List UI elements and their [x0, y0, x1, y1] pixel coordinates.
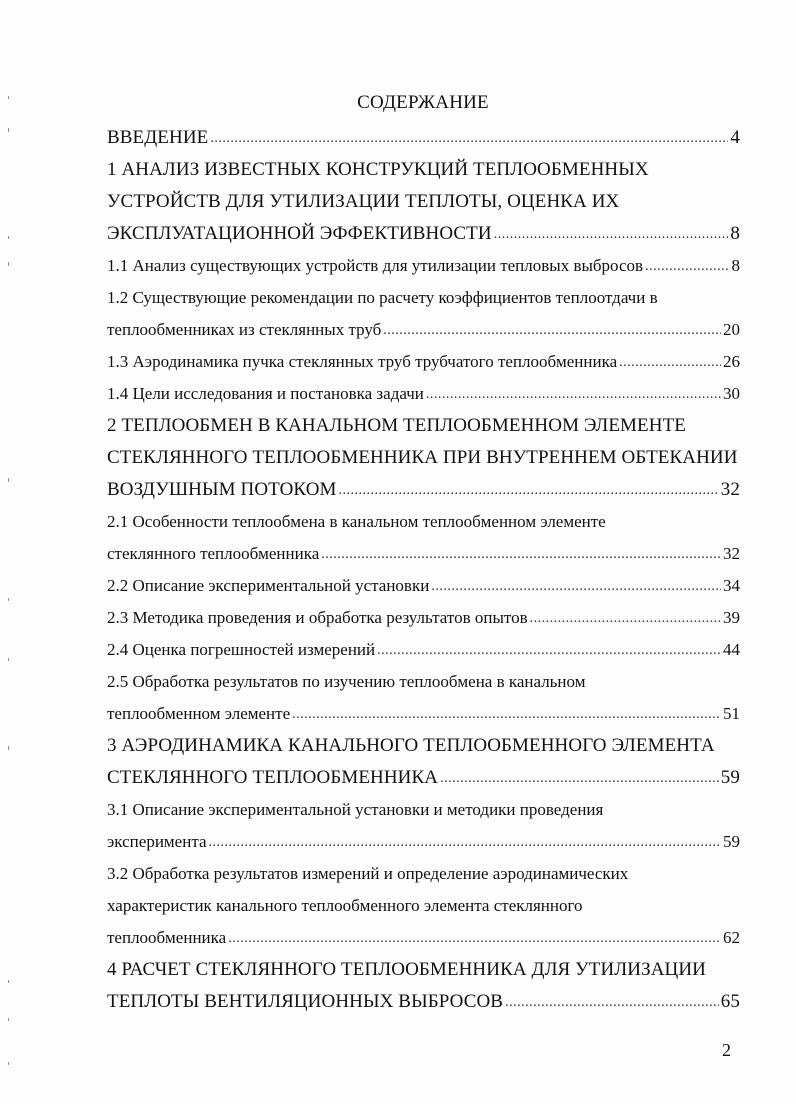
toc-entry-text: теплообменника [107, 928, 227, 947]
scan-speck [8, 96, 9, 99]
toc-line [107, 154, 740, 186]
toc-entry-text: 1.2 Существующие рекомендации по расчету коэффициентов теплоотдачи в [107, 288, 658, 307]
toc-page-number: 65 [720, 991, 740, 1012]
toc-entry-text: эксперимента [107, 832, 207, 851]
toc-page-number: 20 [723, 320, 740, 339]
scan-speck [8, 1018, 9, 1021]
dot-leader [209, 827, 721, 859]
toc-entry-text: 2.4 Оценка погрешностей измерений [107, 640, 376, 659]
toc-page-number: 44 [723, 640, 740, 659]
scan-speck [8, 128, 9, 132]
dot-leader [377, 635, 721, 667]
toc-line [107, 346, 740, 378]
toc-entry-text: 3 АЭРОДИНАМИКА КАНАЛЬНОГО ТЕПЛООБМЕННОГО ЭЛЕМЕНТА [107, 735, 715, 756]
dot-leader [440, 763, 719, 795]
toc-page-number: 51 [723, 704, 740, 723]
toc-line [107, 922, 740, 954]
toc-line [107, 570, 740, 602]
scan-speck [8, 478, 9, 482]
toc-line [107, 410, 740, 442]
toc-entry-text: 1 АНАЛИЗ ИЗВЕСТНЫХ КОНСТРУКЦИЙ ТЕПЛООБМЕННЫХ [107, 159, 649, 180]
toc-entry-text: 1.1 Анализ существующих устройств для утилизации тепловых выбросов [107, 256, 644, 275]
scan-speck [8, 980, 9, 983]
toc-entry-text: 1.4 Цели исследования и постановка задачи [107, 384, 424, 403]
toc-line [107, 858, 740, 890]
page-number: 2 [722, 1040, 731, 1060]
toc-entry-text: УСТРОЙСТВ ДЛЯ УТИЛИЗАЦИИ ТЕПЛОТЫ, ОЦЕНКА ИХ [107, 191, 620, 212]
dot-leader [321, 539, 721, 571]
toc-entry-text: СТЕКЛЯННОГО ТЕПЛООБМЕННИКА ПРИ ВНУТРЕННЕМ ОБТЕКАНИИ [107, 447, 738, 468]
toc-entry-text: теплообменном элементе [107, 704, 291, 723]
toc-line [107, 826, 740, 858]
toc-page-number: 32 [723, 544, 740, 563]
dot-leader [383, 315, 721, 347]
toc-page-number: 59 [720, 767, 740, 788]
dot-leader [339, 475, 719, 507]
toc-line [107, 250, 740, 282]
toc-page-number: 8 [730, 223, 740, 244]
toc-line [107, 282, 740, 314]
toc-line [107, 634, 740, 666]
dot-leader [530, 603, 721, 635]
toc-page-number: 34 [723, 576, 740, 595]
dot-leader [426, 379, 721, 411]
table-of-contents [107, 122, 740, 1018]
scan-speck [8, 236, 9, 239]
toc-entry-text: 2.2 Описание экспериментальной установки [107, 576, 430, 595]
toc-entry-text: 2.3 Методика проведения и обработка результатов опытов [107, 608, 528, 627]
toc-page-number: 32 [720, 479, 740, 500]
dot-leader [228, 923, 721, 955]
scan-speck [8, 658, 9, 661]
toc-line [107, 602, 740, 634]
toc-entry-text: 4 РАСЧЕТ СТЕКЛЯННОГО ТЕПЛООБМЕННИКА ДЛЯ УТИЛИЗАЦИИ [107, 959, 706, 980]
toc-entry-text: ЭКСПЛУАТАЦИОННОЙ ЭФФЕКТИВНОСТИ [107, 223, 492, 244]
toc-page-number: 62 [723, 928, 740, 947]
scan-speck [8, 262, 9, 266]
scan-speck [8, 1062, 9, 1065]
scan-speck [8, 598, 9, 601]
toc-line [107, 218, 740, 250]
toc-line [107, 378, 740, 410]
toc-entry-text: 2.1 Особенности теплообмена в канальном теплообменном элементе [107, 512, 606, 531]
toc-line [107, 698, 740, 730]
toc-page-number: 59 [723, 832, 740, 851]
toc-line [107, 314, 740, 346]
scan-speck [8, 746, 9, 750]
toc-entry-text: характеристик канального теплообменного элемента стеклянного [107, 896, 583, 915]
toc-line [107, 474, 740, 506]
toc-line [107, 794, 740, 826]
dot-leader [505, 987, 719, 1019]
toc-entry-text: 3.2 Обработка результатов измерений и определение аэродинамических [107, 864, 629, 883]
toc-line [107, 122, 740, 154]
toc-entry-text: теплообменниках из стеклянных труб [107, 320, 382, 339]
toc-line [107, 730, 740, 762]
page-title: СОДЕРЖАНИЕ [357, 92, 489, 113]
toc-line [107, 442, 740, 474]
dot-leader [619, 347, 721, 379]
toc-line [107, 986, 740, 1018]
dot-leader [494, 219, 729, 251]
toc-line [107, 506, 740, 538]
toc-entry-text: 3.1 Описание экспериментальной установки и методики проведения [107, 800, 604, 819]
toc-line [107, 890, 740, 922]
toc-entry-text: 1.3 Аэродинамика пучка стеклянных труб трубчатого теплообменника [107, 352, 618, 371]
toc-entry-text: 2 ТЕПЛООБМЕН В КАНАЛЬНОМ ТЕПЛООБМЕННОМ ЭЛЕМЕНТЕ [107, 415, 686, 436]
toc-entry-text: стеклянного теплообменника [107, 544, 320, 563]
toc-entry-text: 2.5 Обработка результатов по изучению теплообмена в канальном [107, 672, 586, 691]
dot-leader [431, 571, 721, 603]
toc-line [107, 186, 740, 218]
toc-entry-text: ВВЕДЕНИЕ [107, 127, 209, 148]
toc-entry-text: СТЕКЛЯННОГО ТЕПЛООБМЕННИКА [107, 767, 439, 788]
toc-line [107, 954, 740, 986]
toc-entry-text: ТЕПЛОТЫ ВЕНТИЛЯЦИОННЫХ ВЫБРОСОВ [107, 991, 504, 1012]
toc-page-number: 4 [730, 127, 740, 148]
dot-leader [645, 251, 729, 283]
dot-leader [292, 699, 721, 731]
toc-page-number: 30 [723, 384, 740, 403]
toc-entry-text: ВОЗДУШНЫМ ПОТОКОМ [107, 479, 337, 500]
dot-leader [210, 123, 728, 155]
toc-page-number: 26 [723, 352, 740, 371]
toc-line [107, 538, 740, 570]
toc-line [107, 762, 740, 794]
toc-line [107, 666, 740, 698]
toc-page-number: 8 [731, 256, 740, 275]
toc-page-number: 39 [723, 608, 740, 627]
